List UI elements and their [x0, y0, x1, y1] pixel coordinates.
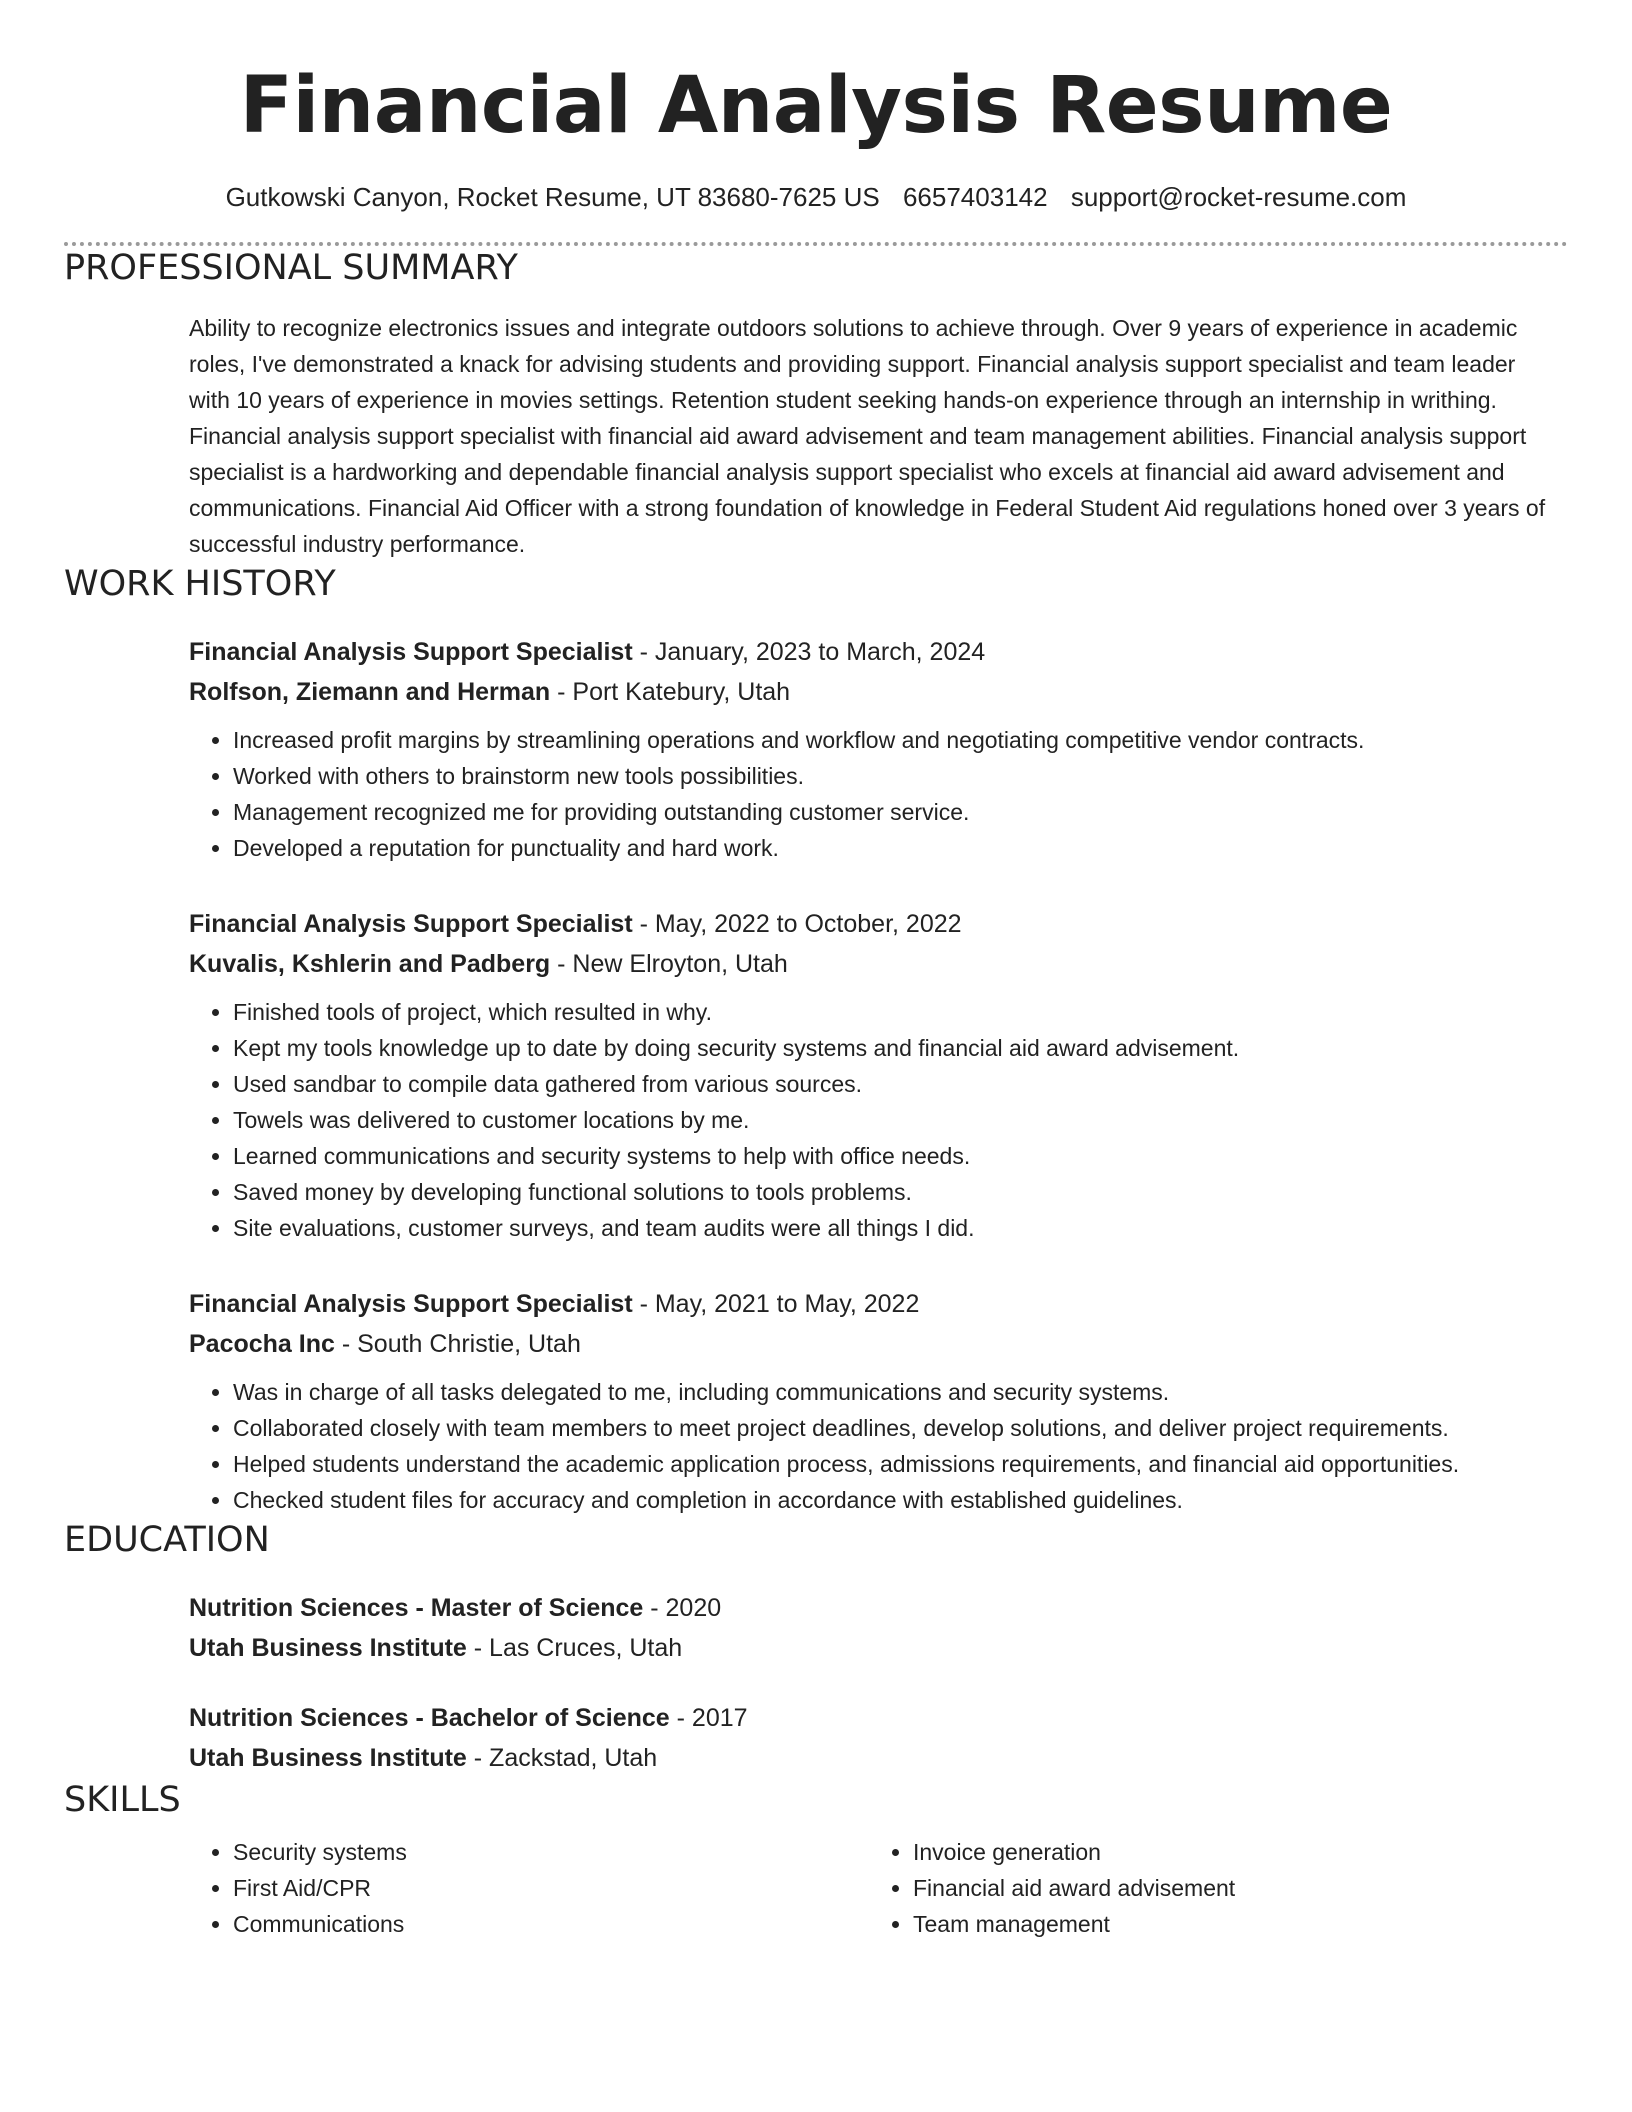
skill-item: • Security systems	[233, 1834, 869, 1870]
job-location: - Port Katebury, Utah	[550, 678, 791, 706]
list-item: • Developed a reputation for punctuality and hard work.	[233, 830, 1568, 866]
degree-year: - 2017	[669, 1704, 748, 1732]
skill-item: • Team management	[913, 1906, 1549, 1942]
list-item: • Saved money by developing functional solutions to tools problems.	[233, 1174, 1568, 1210]
school-location: - Zackstad, Utah	[466, 1744, 658, 1772]
degree-line	[189, 1588, 1568, 1628]
list-item: • Worked with others to brainstorm new tools possibilities.	[233, 758, 1568, 794]
job-bullets	[189, 1374, 1568, 1518]
job-title-line	[189, 904, 1568, 944]
list-item: • Helped students understand the academic application process, admissions requirements, and financial aid opportunities.	[233, 1446, 1568, 1482]
list-item: • Used sandbar to compile data gathered from various sources.	[233, 1066, 1568, 1102]
job-entry	[189, 904, 1568, 1246]
job-title: Financial Analysis Support Specialist	[189, 638, 633, 666]
skills-list	[189, 1834, 1568, 1942]
job-location: - South Christie, Utah	[334, 1330, 581, 1358]
degree: Nutrition Sciences - Master of Science	[189, 1594, 644, 1622]
skill-item: • Invoice generation	[913, 1834, 1549, 1870]
school-location: - Las Cruces, Utah	[466, 1634, 683, 1662]
list-item: • Checked student files for accuracy and completion in accordance with established guidelines.	[233, 1482, 1568, 1518]
contact-email: support@rocket-resume.com	[1070, 182, 1407, 212]
list-item: • Learned communications and security systems to help with office needs.	[233, 1138, 1568, 1174]
page-title: Financial Analysis Resume	[239, 61, 1393, 151]
degree-line	[189, 1698, 1568, 1738]
job-company: Kuvalis, Kshlerin and Padberg	[189, 950, 551, 978]
degree: Nutrition Sciences - Bachelor of Science	[189, 1704, 670, 1732]
education-entry	[189, 1588, 1568, 1668]
job-entry	[189, 1284, 1568, 1518]
job-bullets	[189, 994, 1568, 1246]
job-company-line	[189, 672, 1568, 712]
contact-address: Gutkowski Canyon, Rocket Resume, UT 83680-7625 US	[225, 182, 880, 212]
degree-year: - 2020	[643, 1594, 722, 1622]
list-item: • Collaborated closely with team members to meet project deadlines, develop solutions, and deliver project requirements.	[233, 1410, 1568, 1446]
job-bullets	[189, 722, 1568, 866]
skills-column-right	[869, 1834, 1549, 1942]
job-title-line	[189, 1284, 1568, 1324]
list-item: • Was in charge of all tasks delegated to me, including communications and security systems.	[233, 1374, 1568, 1410]
school: Utah Business Institute	[189, 1634, 467, 1662]
job-company: Pacocha Inc	[189, 1330, 335, 1358]
school-line	[189, 1738, 1568, 1778]
list-item: • Site evaluations, customer surveys, and team audits were all things I did.	[233, 1210, 1568, 1246]
job-title-line	[189, 632, 1568, 672]
summary-text: Ability to recognize electronics issues and integrate outdoors solutions to achieve through. Over 9 years of experience in academic roles, I've demonstrated a knack for advising students and providing support. Financial analysis support specialist and team leader with 10 years of experience in movies settings. Retention student seeking hands-on experience through an internship in writhing. Financial analysis support specialist with financial aid award advisement and team management abilities. Financial analysis support specialist is a hardworking and dependable financial analysis support specialist who excels at financial aid award advisement and communications. Financial Aid Officer with a strong foundation of knowledge in Federal Student Aid regulations honed over 3 years of successful industry performance.	[189, 315, 1546, 557]
school-line	[189, 1628, 1568, 1668]
job-dates: - May, 2021 to May, 2022	[632, 1290, 920, 1318]
school: Utah Business Institute	[189, 1744, 467, 1772]
job-company-line	[189, 944, 1568, 984]
skill-item: • Communications	[233, 1906, 869, 1942]
list-item: • Management recognized me for providing outstanding customer service.	[233, 794, 1568, 830]
job-location: - New Elroyton, Utah	[550, 950, 788, 978]
job-title: Financial Analysis Support Specialist	[189, 910, 633, 938]
list-item: • Finished tools of project, which resulted in why.	[233, 994, 1568, 1030]
contact-info	[64, 180, 1568, 214]
list-item: • Increased profit margins by streamlining operations and workflow and negotiating competitive vendor contracts.	[233, 722, 1568, 758]
job-company: Rolfson, Ziemann and Herman	[189, 678, 551, 706]
skills-column-left	[189, 1834, 869, 1942]
job-entry	[189, 632, 1568, 866]
summary-heading: PROFESSIONAL SUMMARY	[64, 248, 518, 288]
work-history-heading: WORK HISTORY	[64, 564, 336, 604]
education-heading: EDUCATION	[64, 1520, 270, 1560]
job-dates: - May, 2022 to October, 2022	[632, 910, 962, 938]
skills-heading: SKILLS	[64, 1780, 181, 1820]
job-dates: - January, 2023 to March, 2024	[632, 638, 986, 666]
skill-item: • First Aid/CPR	[233, 1870, 869, 1906]
list-item: • Towels was delivered to customer locations by me.	[233, 1102, 1568, 1138]
skill-item: • Financial aid award advisement	[913, 1870, 1549, 1906]
job-title: Financial Analysis Support Specialist	[189, 1290, 633, 1318]
job-company-line	[189, 1324, 1568, 1364]
contact-phone: 6657403142	[902, 182, 1048, 212]
education-entry	[189, 1698, 1568, 1778]
list-item: • Kept my tools knowledge up to date by doing security systems and financial aid award advisement.	[233, 1030, 1568, 1066]
